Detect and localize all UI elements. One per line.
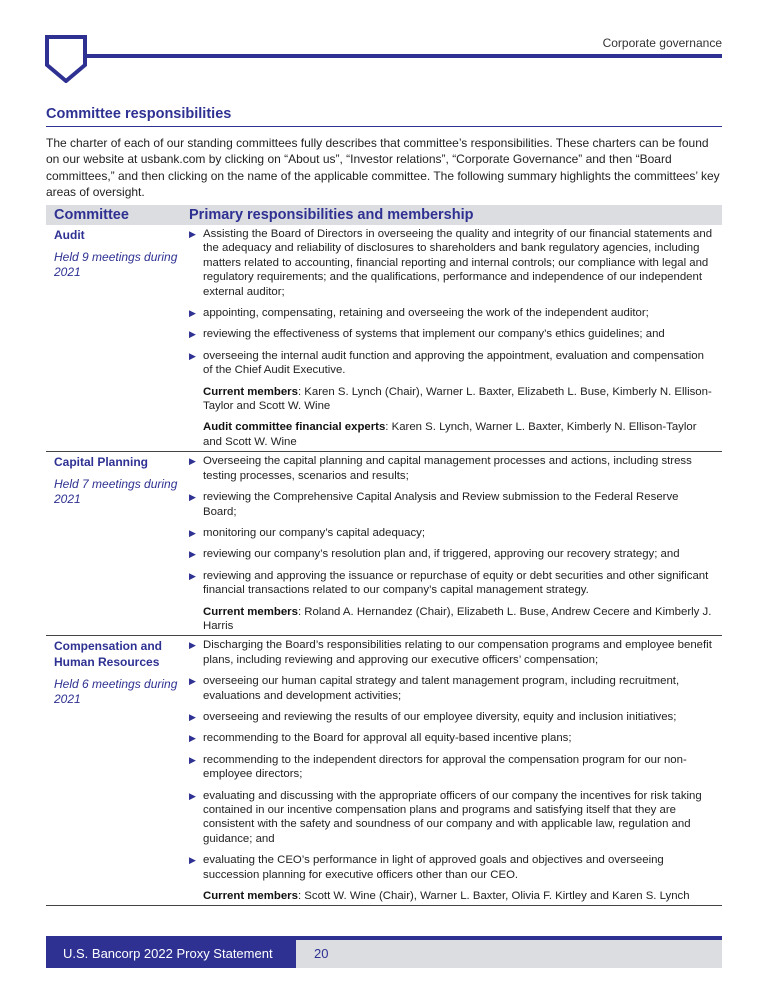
page-footer [46,936,722,968]
committee-name: Capital Planning [54,455,149,470]
current-members: Current members: Roland A. Hernandez (Chair), Elizabeth L. Buse, Andrew Cecere and Kimberly J. Harris [203,605,712,632]
responsibility-item: ▶ Discharging the Board’s responsibilities relating to our compensation programs and employee benefit plans, including reviewing and approving our executive officers’ compensation; [189,639,712,666]
responsibility-item: ▶ reviewing the Comprehensive Capital Analysis and Review submission to the Federal Reserve Board; [189,491,679,518]
bullet-arrow-icon: ▶ [189,350,196,361]
bullet-arrow-icon: ▶ [189,676,196,687]
bullet-arrow-icon: ▶ [189,790,196,801]
responsibility-item: ▶ overseeing and reviewing the results of our employee diversity, equity and inclusion initiatives; [189,710,677,723]
bullet-arrow-icon: ▶ [189,329,196,340]
bullet-arrow-icon: ▶ [189,754,196,765]
bullet-arrow-icon: ▶ [189,640,196,651]
table-header [46,205,722,225]
footer-title: U.S. Bancorp 2022 Proxy Statement [46,940,296,968]
committee-row-compensation [46,635,722,906]
responsibility-item: ▶ overseeing our human capital strategy and talent management program, including recruitment, evaluations and development activities; [189,675,680,702]
responsibility-item: ▶ Overseeing the capital planning and capital management processes and actions, including stress testing processes, scenarios and results; [189,455,692,482]
bullet-arrow-icon: ▶ [189,711,196,722]
bullet-arrow-icon: ▶ [189,308,196,319]
current-members: Current members: Karen S. Lynch (Chair), Warner L. Baxter, Elizabeth L. Buse, Kimberly N. Ellison-Taylor and Scott W. Wine [203,385,712,413]
committee-row-capital-planning [46,451,722,635]
page-number: 20 [296,940,722,968]
current-members: Current members: Scott W. Wine (Chair), Warner L. Baxter, Olivia F. Kirtley and Karen S. Lynch [203,890,690,903]
responsibility-item: ▶ reviewing the effectiveness of systems that implement our company’s ethics guidelines; and [189,328,665,341]
bullet-arrow-icon: ▶ [189,492,196,503]
responsibility-item: ▶ recommending to the independent directors for approval the compensation program for our non-employee directors; [189,753,687,781]
section-heading: Committee responsibilities [46,106,232,122]
committee-meetings: Held 6 meetings during 2021 [54,677,178,707]
responsibility-item: ▶ reviewing and approving the issuance or repurchase of equity or debt securities and other significant financial transactions related to our company’s capital management strategy. [189,569,709,597]
financial-experts: Audit committee financial experts: Karen S. Lynch, Warner L. Baxter, Kimberly N. Ellison-Taylor and Scott W. Wine [203,421,697,448]
header-rule [86,54,722,58]
shield-logo-icon [45,35,87,83]
bullet-arrow-icon: ▶ [189,733,196,744]
responsibility-item: ▶ overseeing the internal audit function and approving the appointment, evaluation and compensation of the Chief Audit Executive. [189,349,704,377]
responsibility-item: ▶ monitoring our company’s capital adequacy; [189,526,426,539]
heading-rule [46,126,722,127]
section-label: Corporate governance [602,36,722,50]
responsibility-item: ▶ recommending to the Board for approval all equity-based incentive plans; [189,732,572,745]
column-header-committee: Committee [54,207,129,223]
responsibility-item: ▶ appointing, compensating, retaining and overseeing the work of the independent auditor; [189,307,649,320]
responsibility-item: ▶ evaluating and discussing with the appropriate officers of our company the incentives for risk taking contained in our incentive compensation plans and programs and satisfying itself that they are consistent with the safety and soundness of our company and with applicable law, regulation and guidance; and [189,789,702,845]
bullet-arrow-icon: ▶ [189,855,196,866]
committee-meetings: Held 9 meetings during 2021 [54,250,178,279]
responsibility-item: ▶ reviewing our company’s resolution plan and, if triggered, approving our recovery strategy; and [189,548,680,561]
bullet-arrow-icon: ▶ [189,456,196,467]
committee-row-audit [46,225,722,451]
intro-paragraph: The charter of each of our standing committees fully describes that committee’s responsibilities. These charters can be found on our website at usbank.com by clicking on “About us”, “Investor relations”, “Corporate Governance” and then “Board committees,” and then clicking on the name of the applicable committee. The following summary highlights the committees’ key areas of oversight. [46,136,720,199]
bullet-arrow-icon: ▶ [189,527,196,538]
committee-table [46,205,722,906]
responsibility-item: ▶ evaluating the CEO’s performance in light of approved goals and objectives and overseeing succession planning for executive officers other than our CEO. [189,854,664,881]
column-header-responsibilities: Primary responsibilities and membership [189,207,474,223]
committee-meetings: Held 7 meetings during 2021 [54,477,178,507]
committee-name: Audit [54,228,85,242]
bullet-arrow-icon: ▶ [189,570,196,581]
bullet-arrow-icon: ▶ [189,549,196,560]
responsibility-item: ▶ Assisting the Board of Directors in overseeing the quality and integrity of our financial statements and the adequacy and reliability of disclosures to shareholders and bank regulatory agencies, including matters related to accounting, financial reporting and internal controls; our compliance with legal and regulatory requirements; and the qualifications, performance and independence of our independent external auditor; [189,228,713,298]
committee-name: Compensation and Human Resources [54,639,163,670]
bullet-arrow-icon: ▶ [189,229,196,239]
